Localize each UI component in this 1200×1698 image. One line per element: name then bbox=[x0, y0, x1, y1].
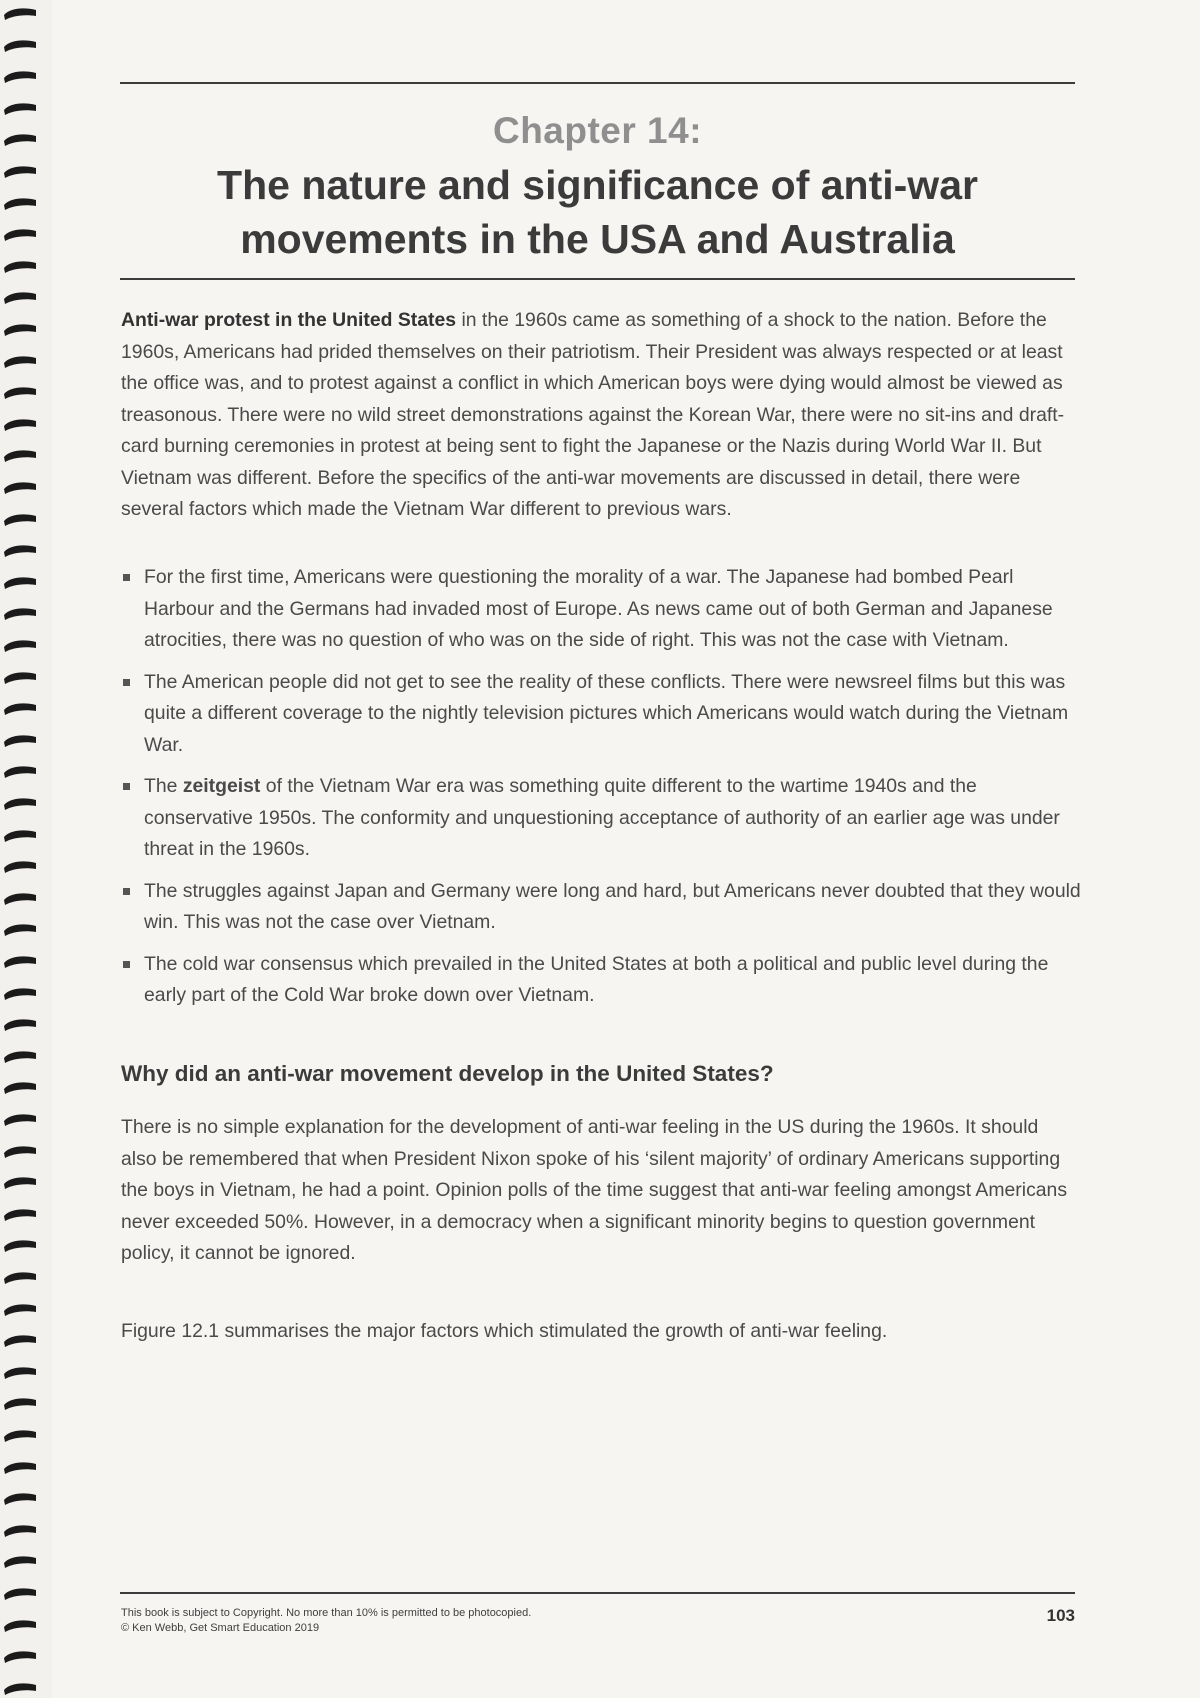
binding-ring-icon bbox=[2, 385, 38, 400]
binding-ring-icon bbox=[2, 1491, 38, 1506]
binding-ring-icon bbox=[2, 259, 38, 274]
binding-ring-icon bbox=[2, 69, 38, 84]
intro-text: in the 1960s came as something of a shock to the nation. Before the 1960s, Americans had prided themselves on their patriotism. Their President was always respected or at least the office was, and to protest against a conflict in which American boys were dying would almost be viewed as treasonous. There were no wild street demonstrations against the Korean War, there were no sit-ins and draft-card burning ceremonies in protest at being sent to fight the Japanese or the Nazis during World War II. But Vietnam was different. Before the specifics of the anti-war movements are discussed in detail, there were several factors which made the Vietnam War different to previous wars. bbox=[121, 309, 1065, 520]
binding-ring-icon bbox=[2, 1365, 38, 1380]
binding-ring-icon bbox=[2, 290, 38, 305]
factor-list bbox=[121, 562, 1081, 1022]
spiral-binding bbox=[0, 0, 52, 1698]
binding-ring-icon bbox=[2, 1270, 38, 1285]
binding-ring-icon bbox=[2, 1333, 38, 1348]
list-item: The struggles against Japan and Germany were long and hard, but Americans never doubted that they would win. This was not the case over Vietnam. bbox=[121, 876, 1081, 939]
binding-ring-icon bbox=[2, 448, 38, 463]
binding-ring-icon bbox=[2, 1302, 38, 1317]
binding-ring-icon bbox=[2, 1144, 38, 1159]
intro-paragraph bbox=[121, 305, 1076, 526]
binding-ring-icon bbox=[2, 227, 38, 242]
page-number: 103 bbox=[1046, 1606, 1075, 1625]
footer-copyright bbox=[121, 1606, 531, 1636]
binding-ring-icon bbox=[2, 701, 38, 716]
chapter-title-line2: movements in the USA and Australia bbox=[240, 216, 955, 262]
binding-ring-icon bbox=[2, 1618, 38, 1633]
header-top-rule bbox=[120, 82, 1075, 84]
binding-ring-icon bbox=[2, 670, 38, 685]
binding-ring-icon bbox=[2, 1396, 38, 1411]
binding-ring-icon bbox=[2, 1523, 38, 1538]
binding-ring-icon bbox=[2, 354, 38, 369]
bullet-square-icon bbox=[123, 679, 130, 686]
binding-ring-icon bbox=[2, 196, 38, 211]
chapter-title-line1: The nature and significance of anti-war bbox=[217, 162, 978, 208]
binding-ring-icon bbox=[2, 954, 38, 969]
binding-ring-icon bbox=[2, 1049, 38, 1064]
binding-ring-icon bbox=[2, 891, 38, 906]
binding-ring-icon bbox=[2, 1112, 38, 1127]
binding-ring-icon bbox=[2, 512, 38, 527]
binding-ring-icon bbox=[2, 543, 38, 558]
binding-ring-icon bbox=[2, 638, 38, 653]
binding-ring-icon bbox=[2, 575, 38, 590]
list-item: For the first time, Americans were questioning the morality of a war. The Japanese had bombed Pearl Harbour and the Germans had invaded most of Europe. As news came out of both German and Japanese atrocities, there was no question of who was on the side of right. This was not the case with Vietnam. bbox=[121, 562, 1081, 657]
bullet-square-icon bbox=[123, 783, 130, 790]
bullet-square-icon bbox=[123, 888, 130, 895]
binding-ring-icon bbox=[2, 1207, 38, 1222]
binding-ring-icon bbox=[2, 38, 38, 53]
binding-ring-icon bbox=[2, 164, 38, 179]
chapter-title bbox=[120, 158, 1075, 266]
binding-ring-icon bbox=[2, 986, 38, 1001]
binding-ring-icon bbox=[2, 606, 38, 621]
section-heading: Why did an anti-war movement develop in the United States? bbox=[121, 1061, 774, 1086]
binding-ring-icon bbox=[2, 828, 38, 843]
binding-ring-icon bbox=[2, 859, 38, 874]
section-paragraph-2: Figure 12.1 summarises the major factors which stimulated the growth of anti-war feeling. bbox=[121, 1320, 888, 1342]
binding-ring-icon bbox=[2, 1238, 38, 1253]
binding-ring-icon bbox=[2, 1586, 38, 1601]
binding-ring-icon bbox=[2, 1681, 38, 1696]
binding-ring-icon bbox=[2, 922, 38, 937]
header-bottom-rule bbox=[120, 278, 1075, 280]
section-paragraph-1: There is no simple explanation for the development of anti-war feeling in the US during the 1960s. It should also be remembered that when President Nixon spoke of his ‘silent majority’ of ordinary Americans supporting the boys in Vietnam, he had a point. Opinion polls of the time suggest that anti-war feeling amongst Americans never exceeded 50%. However, in a democracy when a significant minority begins to question government policy, it cannot be ignored. bbox=[121, 1116, 1068, 1264]
bullet-square-icon bbox=[123, 961, 130, 968]
list-item: The American people did not get to see the reality of these conflicts. There were newsreel films but this was quite a different coverage to the nightly television pictures which Americans would watch during the Vietnam War. bbox=[121, 667, 1081, 762]
binding-ring-icon bbox=[2, 1017, 38, 1032]
binding-ring-icon bbox=[2, 1554, 38, 1569]
binding-ring-icon bbox=[2, 796, 38, 811]
binding-ring-icon bbox=[2, 1460, 38, 1475]
footer-line-2: © Ken Webb, Get Smart Education 2019 bbox=[121, 1622, 320, 1634]
binding-ring-icon bbox=[2, 322, 38, 337]
binding-ring-icon bbox=[2, 1175, 38, 1190]
chapter-label: Chapter 14: bbox=[492, 110, 703, 151]
intro-lead: Anti-war protest in the United States bbox=[121, 309, 457, 331]
binding-ring-icon bbox=[2, 417, 38, 432]
footer-rule bbox=[120, 1592, 1075, 1594]
binding-ring-icon bbox=[2, 132, 38, 147]
footer-line-1: This book is subject to Copyright. No more than 10% is permitted to be photocopied. bbox=[121, 1607, 532, 1619]
binding-ring-icon bbox=[2, 764, 38, 779]
binding-ring-icon bbox=[2, 733, 38, 748]
binding-ring-icon bbox=[2, 6, 38, 21]
binding-ring-icon bbox=[2, 1428, 38, 1443]
binding-ring-icon bbox=[2, 101, 38, 116]
list-item: The cold war consensus which prevailed in the United States at both a political and public level during the early part of the Cold War broke down over Vietnam. bbox=[121, 949, 1081, 1012]
binding-ring-icon bbox=[2, 480, 38, 495]
list-item: The zeitgeist of the Vietnam War era was something quite different to the wartime 1940s and the conservative 1950s. The conformity and unquestioning acceptance of authority of an earlier age was under threat in the 1960s. bbox=[121, 771, 1081, 866]
binding-ring-icon bbox=[2, 1080, 38, 1095]
binding-ring-icon bbox=[2, 1649, 38, 1664]
zeitgeist-term: zeitgeist bbox=[182, 775, 261, 797]
bullet-square-icon bbox=[123, 574, 130, 581]
